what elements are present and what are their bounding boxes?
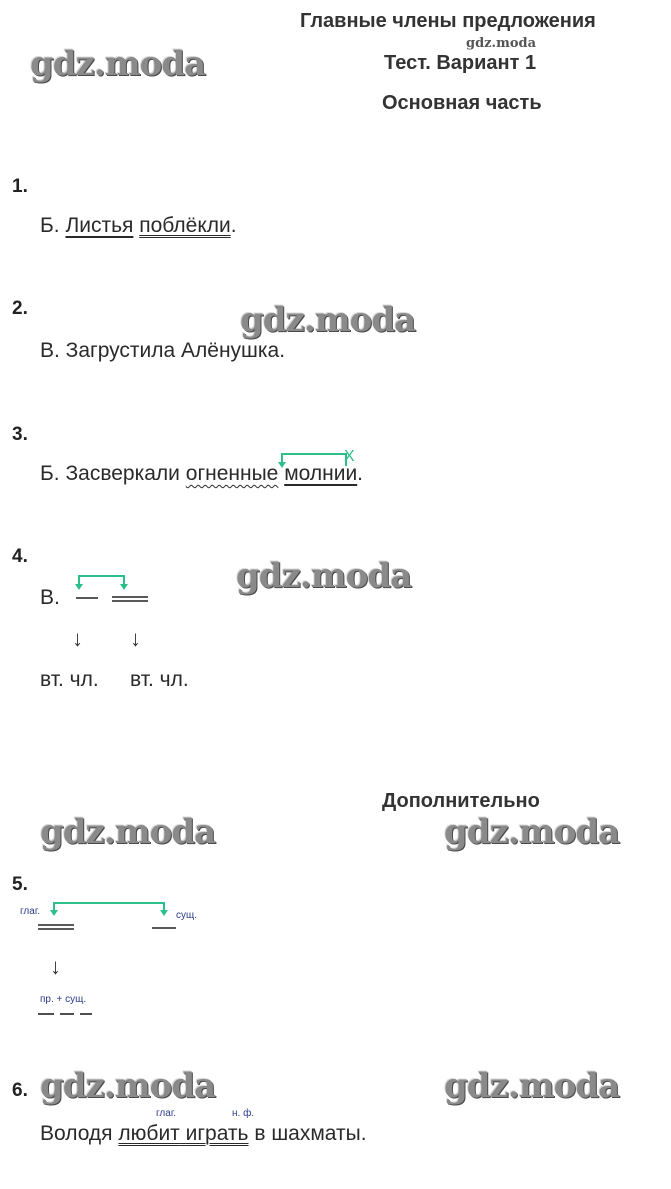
attribute-word: огненные xyxy=(185,462,279,485)
predicate-word: играть xyxy=(185,1122,249,1145)
annotation-label: сущ. xyxy=(176,910,198,921)
dependency-arrow xyxy=(48,900,172,918)
watermark-logo: gdz.moda xyxy=(444,812,620,852)
section-title: Дополнительно xyxy=(382,790,540,812)
member-label: вт. чл. xyxy=(40,668,99,691)
member-label: вт. чл. xyxy=(130,668,189,691)
answer-line xyxy=(40,462,363,486)
sentence-end: в шахматы. xyxy=(248,1122,367,1145)
answer-line xyxy=(40,1122,367,1146)
subject-word: молнии xyxy=(284,462,358,485)
arrow-down-icon: ↓ xyxy=(50,954,61,979)
predicate-word: поблёкли xyxy=(139,214,231,237)
answer-line xyxy=(40,214,237,238)
arrow-down-icon: ↓ xyxy=(130,626,141,651)
watermark-logo: gdz.moda xyxy=(40,1066,216,1106)
answer-letter: В. xyxy=(40,586,60,609)
scheme-lines xyxy=(38,1012,94,1016)
predicate-word: любит xyxy=(118,1122,180,1145)
answer-line: В. Загрустила Алёнушка. xyxy=(40,339,286,362)
dependency-arrow xyxy=(74,574,134,592)
page-subtitle: Тест. Вариант 1 xyxy=(384,52,537,74)
question-number: 6. xyxy=(12,1080,28,1101)
watermark-logo: gdz.moda xyxy=(444,1066,620,1106)
question-number: 2. xyxy=(12,298,28,319)
question-number: 1. xyxy=(12,176,28,197)
watermark-small: gdz.moda xyxy=(466,36,537,51)
page-title: Главные члены предложения xyxy=(300,10,596,32)
annotation-label: пр. + сущ. xyxy=(40,994,87,1005)
question-mark-x: X xyxy=(344,448,355,465)
annotation-label: н. ф. xyxy=(232,1108,255,1119)
question-number: 4. xyxy=(12,546,28,567)
watermark-logo: gdz.moda xyxy=(240,300,416,340)
answer-letter: Б. xyxy=(40,214,66,237)
answer-letter: Б. xyxy=(40,462,66,485)
watermark-logo: gdz.moda xyxy=(236,556,412,596)
punctuation: . xyxy=(230,214,237,237)
section-title: Основная часть xyxy=(382,92,542,114)
watermark-logo: gdz.moda xyxy=(40,812,216,852)
scheme-lines xyxy=(38,924,178,932)
annotation-label: глаг. xyxy=(156,1108,177,1119)
subject-word: Володя xyxy=(40,1122,113,1145)
question-number: 3. xyxy=(12,424,28,445)
annotation-label: глаг. xyxy=(20,906,41,917)
watermark-logo: gdz.moda xyxy=(30,44,206,84)
punctuation: . xyxy=(357,462,364,485)
scheme-lines xyxy=(76,596,148,604)
subject-word: Листья xyxy=(65,214,134,237)
arrow-down-icon: ↓ xyxy=(72,626,83,651)
word: Засверкали xyxy=(65,462,180,485)
question-number: 5. xyxy=(12,874,28,895)
